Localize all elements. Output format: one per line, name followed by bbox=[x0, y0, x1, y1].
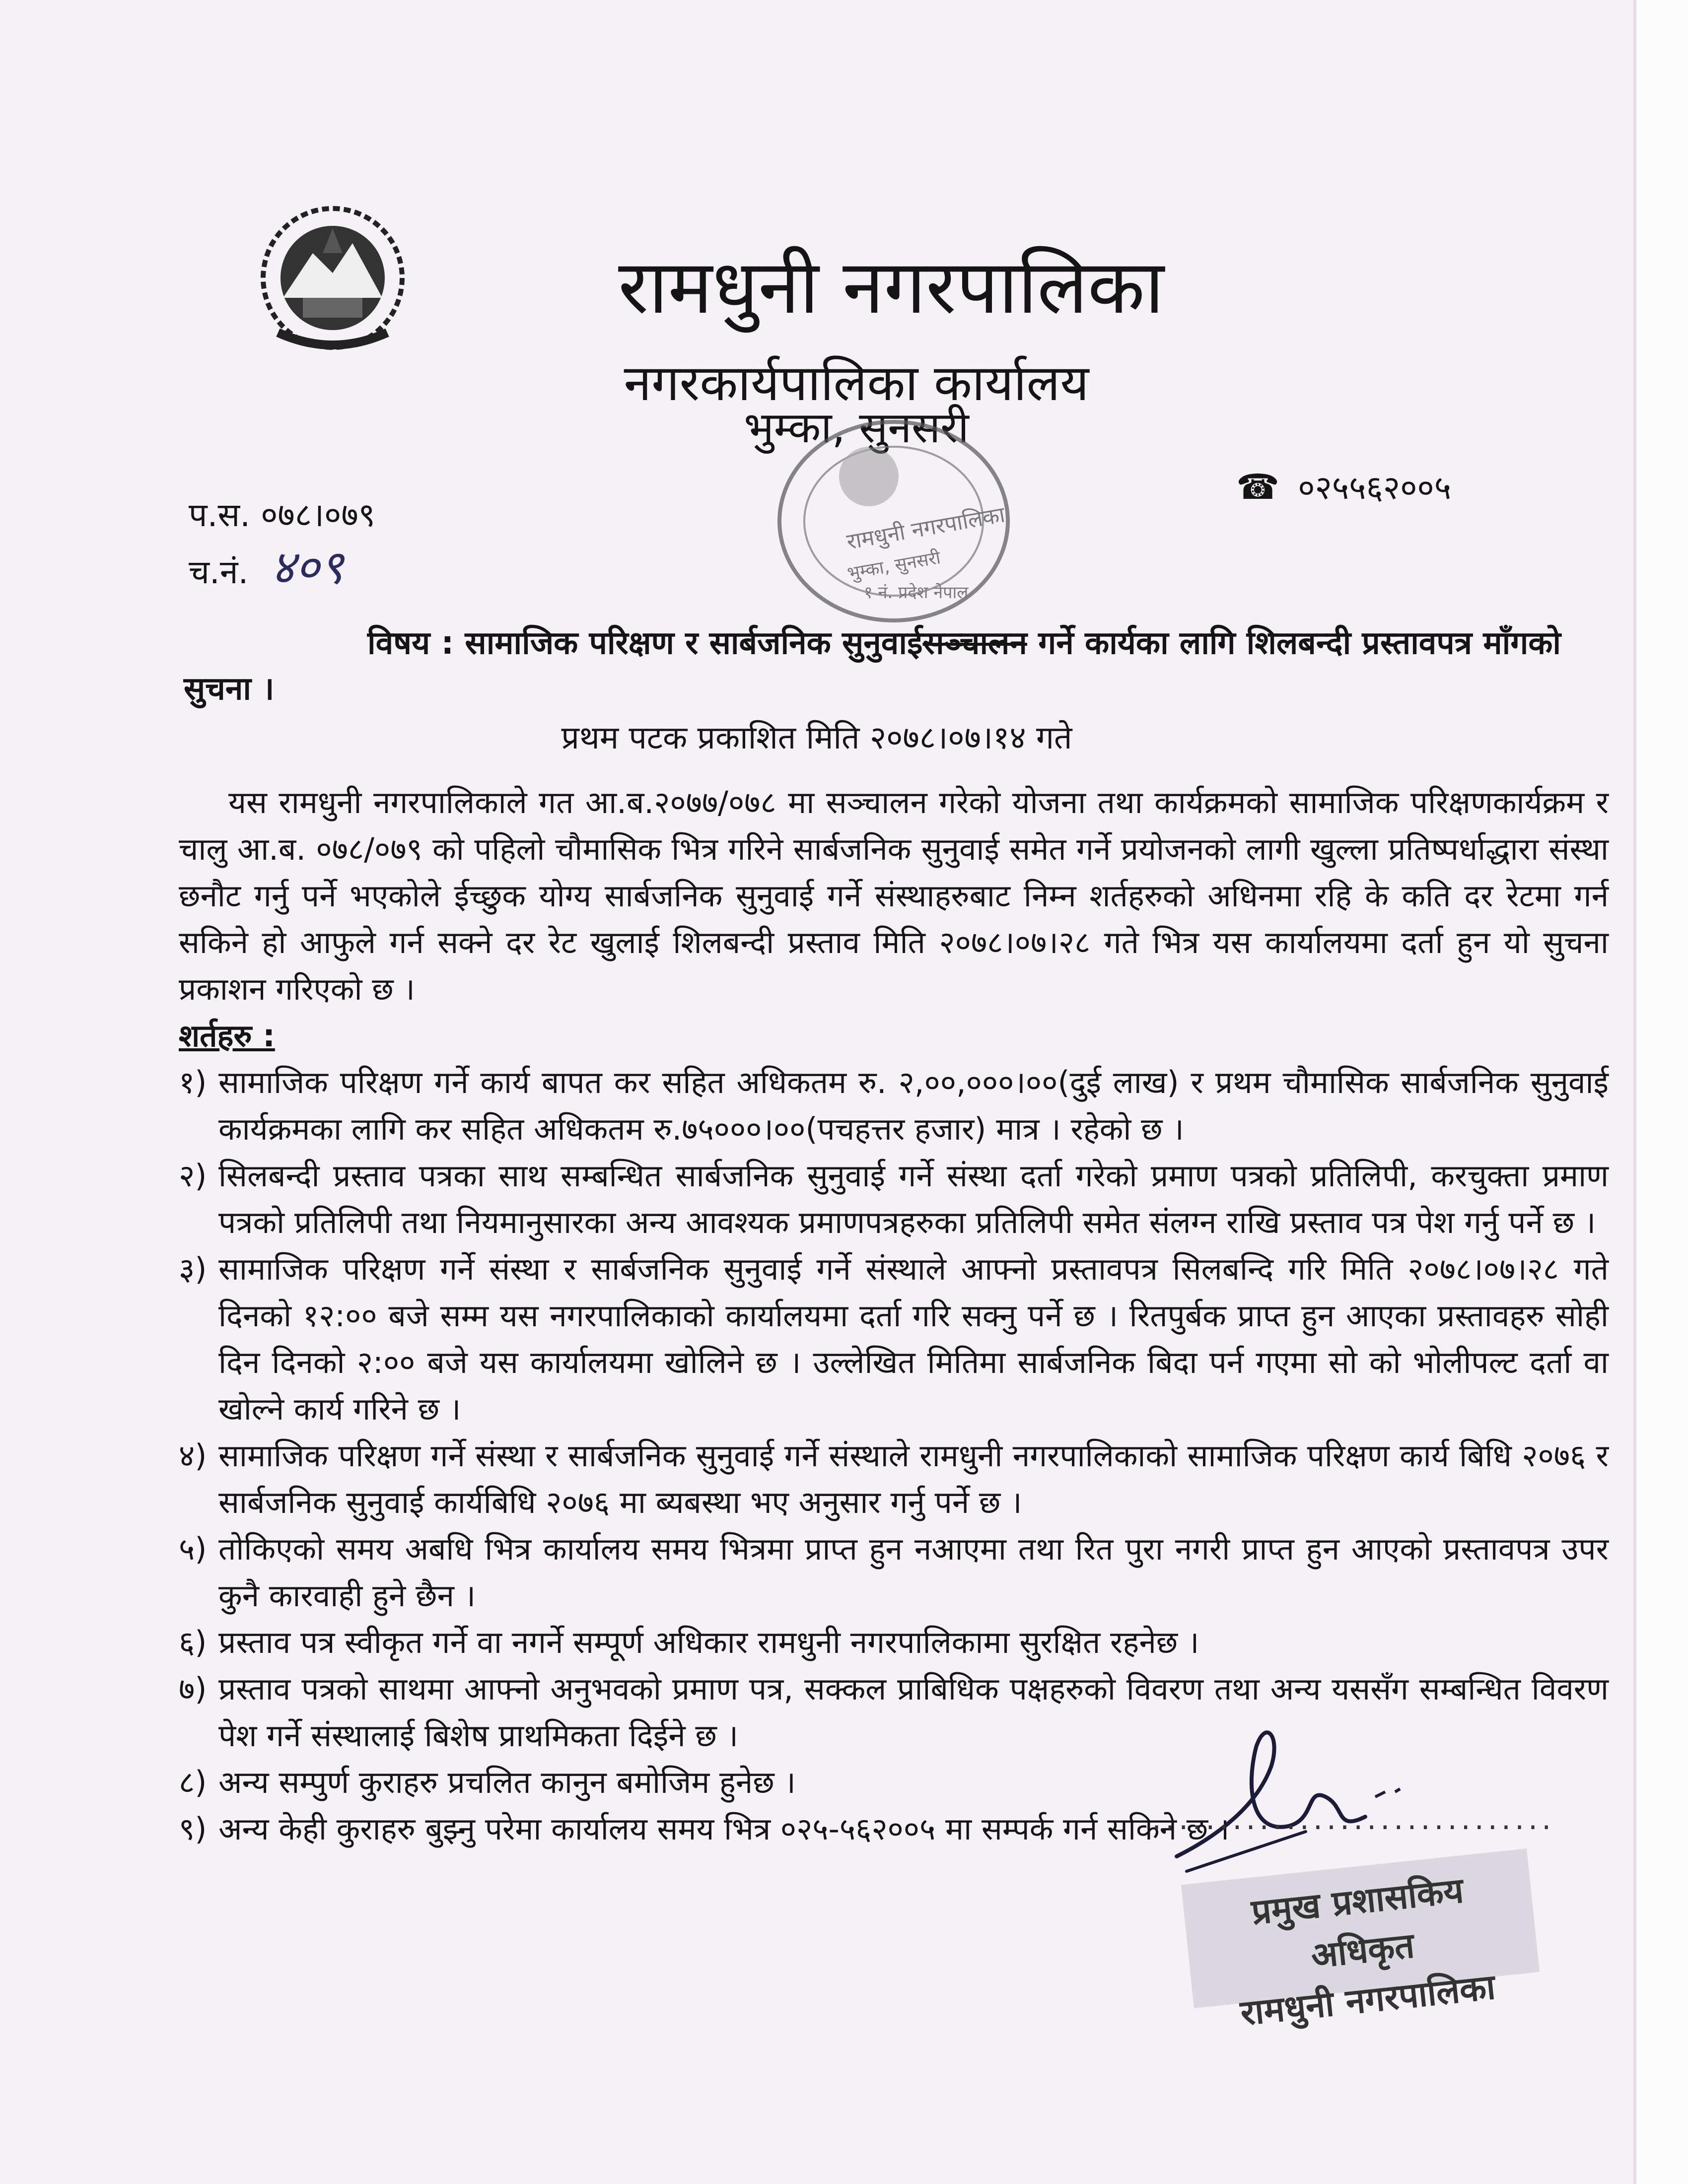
letter-body bbox=[179, 779, 1609, 1852]
condition-number: ३) bbox=[179, 1251, 207, 1287]
cn-value: ४०९ bbox=[271, 541, 344, 595]
ps-value: ०७८।०७९ bbox=[261, 496, 375, 534]
phone-value: ०२५५६२००५ bbox=[1298, 469, 1452, 507]
condition-text: तोकिएको समय अबधि भित्र कार्यालय समय भित्रमा प्राप्त हुन नआएमा तथा रित पुरा नगरी प्राप्त हुन आएको प्रस्तावपत्र उपर कुनै कारवाही हुने छैन । bbox=[218, 1531, 1609, 1614]
ps-label: प.स. bbox=[189, 496, 251, 534]
subject-suffix: गर्ने कार्यका लागि शिलबन्दी प्रस्तावपत्र माँगको सुचना । bbox=[184, 625, 1561, 707]
reference-ps bbox=[189, 491, 375, 536]
condition-number: ७) bbox=[179, 1671, 207, 1707]
intro-paragraph: यस रामधुनी नगरपालिकाले गत आ.ब.२०७७/०७८ मा सञ्चालन गरेको योजना तथा कार्यक्रमको सामाजिक परिक्षणकार्यक्रम र चालु आ.ब. ०७८/०७९ को पहिलो चौमासिक भित्र गरिने सार्बजनिक सुनुवाई समेत गर्ने प्रयोजनको लागी खुल्ला प्रतिष्पर्धाद्धारा संस्था छनौट गर्नु पर्ने भएकोले ईच्छुक योग्य सार्बजनिक सुनुवाई गर्ने संस्थाहरुबाट निम्न शर्तहरुको अधिनमा रहि के कति दर रेटमा गर्न सकिने हो आफुले गर्न सक्ने दर रेट खुलाई शिलबन्दी प्रस्ताव मिति २०७८।०७।२८ गते भित्र यस कार्यालयमा दर्ता हुन यो सुचना प्रकाशन गरिएको छ । bbox=[179, 784, 1609, 1007]
letter-subject bbox=[184, 620, 1609, 712]
condition-text: प्रस्ताव पत्रको साथमा आफ्नो अनुभवको प्रमाण पत्र, सक्कल प्राबिधिक पक्षहरुको विवरण तथा अन्य यससँग सम्बन्धित विवरण पेश गर्ने संस्थालाई बिशेष प्राथमिकता दिईने छ । bbox=[218, 1671, 1609, 1754]
condition-text: सिलबन्दी प्रस्ताव पत्रका साथ सम्बन्धित सार्बजनिक सुनुवाई गर्ने संस्था दर्ता गरेको प्रमाण पत्रको प्रतिलिपी, करचुक्ता प्रमाण पत्रको प्रतिलिपी तथा नियमानुसारका अन्य आवश्यक प्रमाणपत्रहरुका प्रतिलिपी समेत संलग्न राखि प्रस्ताव पत्र पेश गर्नु पर्ने छ । bbox=[218, 1158, 1609, 1240]
conditions-heading: शर्तहरु : bbox=[179, 1018, 275, 1054]
condition-text: सामाजिक परिक्षण गर्ने कार्य बापत कर सहित अधिकतम रु. २,००,०००।००(दुई लाख) र प्रथम चौमासिक सार्बजनिक सुनुवाई कार्यक्रमका लागि कर सहित अधिकतम रु.७५०००।००(पचहत्तर हजार) मात्र । रहेको छ । bbox=[218, 1064, 1609, 1147]
condition-item bbox=[179, 1059, 1609, 1153]
condition-text: प्रस्ताव पत्र स्वीकृत गर्ने वा नगर्ने सम्पूर्ण अधिकार रामधुनी नगरपालिकामा सुरक्षित रहनेछ । bbox=[218, 1624, 1199, 1660]
condition-number: ९) bbox=[179, 1811, 207, 1847]
publication-date: प्रथम पटक प्रकाशित मिति २०७८।०७।१४ गते bbox=[561, 720, 1072, 756]
telephone-icon: ☎ bbox=[1236, 467, 1280, 507]
signatory-org: रामधुनी नगरपालिका bbox=[1238, 1966, 1497, 2034]
phone-number bbox=[1236, 464, 1451, 509]
office-stamp bbox=[745, 407, 1023, 640]
condition-number: ८) bbox=[179, 1764, 207, 1800]
condition-item bbox=[179, 1433, 1609, 1526]
condition-item bbox=[179, 1526, 1609, 1619]
condition-number: ४) bbox=[179, 1437, 207, 1474]
handwritten-signature bbox=[1157, 1707, 1435, 1886]
subject-prefix: विषय : सामाजिक परिक्षण र सार्बजनिक सुनुवाई bbox=[367, 625, 923, 662]
condition-number: ५) bbox=[179, 1531, 207, 1567]
cn-label: च.नं. bbox=[189, 553, 249, 591]
condition-text: अन्य सम्पुर्ण कुराहरु प्रचलित कानुन बमोजिम हुनेछ । bbox=[218, 1764, 796, 1800]
condition-item bbox=[179, 1153, 1609, 1246]
municipality-name: रामधुनी नगरपालिका bbox=[618, 244, 1164, 331]
condition-text: सामाजिक परिक्षण गर्ने संस्था र सार्बजनिक सुनुवाई गर्ने संस्थाले रामधुनी नगरपालिकाको सामाजिक परिक्षण कार्य बिधि २०७६ र सार्बजनिक सुनुवाई कार्यबिधि २०७६ मा ब्यबस्था भए अनुसार गर्नु पर्ने छ । bbox=[218, 1437, 1609, 1520]
condition-text: सामाजिक परिक्षण गर्ने संस्था र सार्बजनिक सुनुवाई गर्ने संस्थाले आफ्नो प्रस्तावपत्र सिलबन्दि गरि मिति २०७८।०७।२८ गते दिनको १२:०० बजे सम्म यस नगरपालिकाको कार्यालयमा दर्ता गरि सक्नु पर्ने छ । रितपुर्बक प्राप्त हुन आएका प्रस्तावहरु सोही दिन दिनको २:०० बजे यस कार्यालयमा खोलिने छ । उल्लेखित मितिमा सार्बजनिक बिदा पर्न गएमा सो को भोलीपल्ट दर्ता वा खोल्ने कार्य गरिने छ । bbox=[218, 1251, 1609, 1427]
reference-cn bbox=[189, 534, 344, 597]
condition-item bbox=[179, 1619, 1609, 1666]
signature-line: .............................. bbox=[1152, 1802, 1555, 1837]
subject-struck-word: सञ्चालन bbox=[922, 625, 1027, 662]
svg-text:रामधुनी नगरपालिका: रामधुनी नगरपालिका bbox=[844, 502, 1007, 555]
condition-text: अन्य केही कुराहरु बुझ्नु परेमा कार्यालय समय भित्र ०२५-५६२००५ मा सम्पर्क गर्न सकिने छ । bbox=[218, 1811, 1230, 1847]
condition-number: १) bbox=[179, 1064, 207, 1100]
svg-text:१ नं. प्रदेश नेपाल: १ नं. प्रदेश नेपाल bbox=[864, 583, 969, 603]
office-location: भुम्का, सुनसरी bbox=[744, 403, 969, 453]
office-name: नगरकार्यपालिका कार्यालय bbox=[624, 354, 1089, 412]
condition-number: २) bbox=[179, 1158, 207, 1194]
svg-text:भुम्का, सुनसरी: भुम्का, सुनसरी bbox=[845, 547, 942, 584]
condition-number: ६) bbox=[179, 1624, 207, 1660]
condition-item bbox=[179, 1246, 1609, 1433]
signatory-title: प्रमुख प्रशासकिय अधिकृत bbox=[1249, 1870, 1466, 1977]
